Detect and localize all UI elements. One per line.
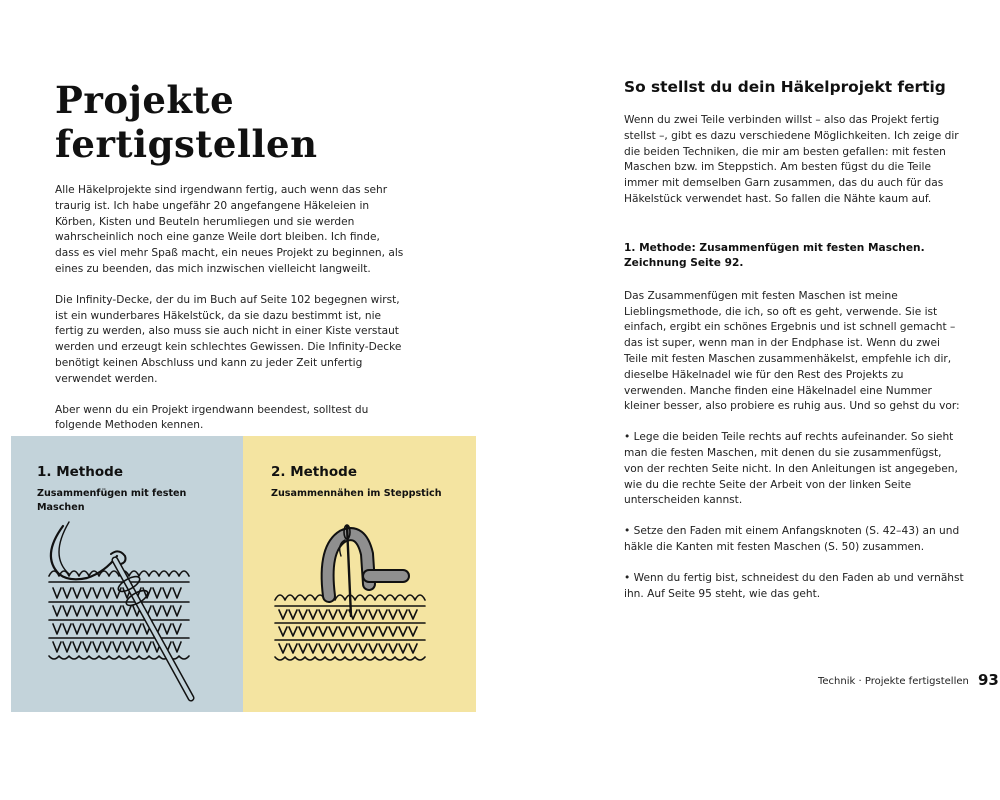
page-number: 93 [978, 671, 999, 689]
paragraph: Alle Häkelprojekte sind irgendwann fertig, auch wenn das sehr traurig ist. Ich habe ungefähr 20 angefangene Häkeleien in Körben, Kisten und Beuteln herumliegen und sie werden wahrscheinlich noch eine ganze Weile dort bleiben. Ich finde, dass es viel mehr Spaß macht, ein neues Projekt zu beginnen, als eines zu beenden, das mich inzwischen vielleicht langweilt. [55, 184, 404, 275]
method-2-title: 2. Methode [271, 464, 357, 480]
method-1-subtitle: Zusammenfügen mit festen Maschen [37, 488, 187, 513]
bullet-item: • Setze den Faden mit einem Anfangsknoten (S. 42–43) an und häkle die Kanten mit festen Maschen (S. 50) zusammen. [624, 525, 960, 553]
section-heading: So stellst du dein Häkelprojekt fertig [624, 78, 946, 96]
method-2-subtitle: Zusammennähen im Steppstich [271, 488, 442, 499]
paragraph: Aber wenn du ein Projekt irgendwann beendest, solltest du folgende Methoden kennen. [55, 403, 369, 432]
instructions-text [624, 113, 964, 617]
crochet-hook-illustration [11, 436, 243, 712]
right-page [500, 0, 1000, 800]
method-2-panel [243, 436, 476, 712]
paragraph: Die Infinity-Decke, der du im Buch auf Seite 102 begegnen wirst, ist ein wunderbares Häkelstück, da sie dazu bestimmt ist, nie fertig zu werden, also muss sie auch nicht in einer Kiste verstaut werden und erzeugt kein schlechtes Gewissen. Die Infinity-Decke benötigt keinen Abschluss und kann zu jeder Zeit unfertig verwendet werden. [55, 293, 402, 385]
bullet-item: • Wenn du fertig bist, schneidest du den Faden ab und vernähst ihn. Auf Seite 95 steht, wie das geht. [624, 571, 964, 600]
method-1-title: 1. Methode [37, 464, 123, 480]
method-paragraph: Das Zusammenfügen mit festen Maschen ist meine Lieblingsmethode, die ich, so oft es geht, verwende. Sie ist einfach, ergibt ein schönes Ergebnis und ist schnell gemacht – das ist super, wenn man in der Endphase ist. Wenn du zwei Teile mit festen Maschen zusammenhäkelst, empfehle ich dir, dieselbe Häkelnadel wie für den Rest des Projekts zu verwenden. Manche finden eine Häkelnadel eine Nummer kleiner besser, also probiere es ruhig aus. Und so gehst du vor: [624, 289, 960, 413]
intro-paragraph: Wenn du zwei Teile verbinden willst – also das Projekt fertig stellst –, gibt es dazu verschiedene Möglichkeiten. Ich zeige dir die beiden Techniken, die mir am besten gefallen: mit festen Maschen bzw. im Steppstich. Am besten fügst du die Teile immer mit demselben Garn zusammen, das du auch für das Häkelstück verwendet hast. So fallen die Nähte kaum auf. [624, 114, 959, 205]
running-footer: Technik · Projekte fertigstellen [818, 676, 969, 687]
intro-text [55, 183, 405, 449]
method-heading-line-2: Zeichnung Seite 92. [624, 256, 744, 269]
method-heading [624, 241, 964, 271]
bullet-item: • Lege die beiden Teile rechts auf rechts aufeinander. So sieht man die festen Maschen, mit denen du sie zusammenfügst, von der rechten Seite nicht. In den Anleitungen ist angegeben, wie du die rechte Seite der Arbeit von der linken Seite unterscheiden kannst. [624, 431, 958, 507]
page-title: Projekte fertigstellen [55, 78, 318, 166]
needle-stitch-illustration [243, 436, 476, 712]
method-1-panel [11, 436, 243, 712]
method-heading-line-1: 1. Methode: Zusammenfügen mit festen Maschen. [624, 241, 925, 254]
